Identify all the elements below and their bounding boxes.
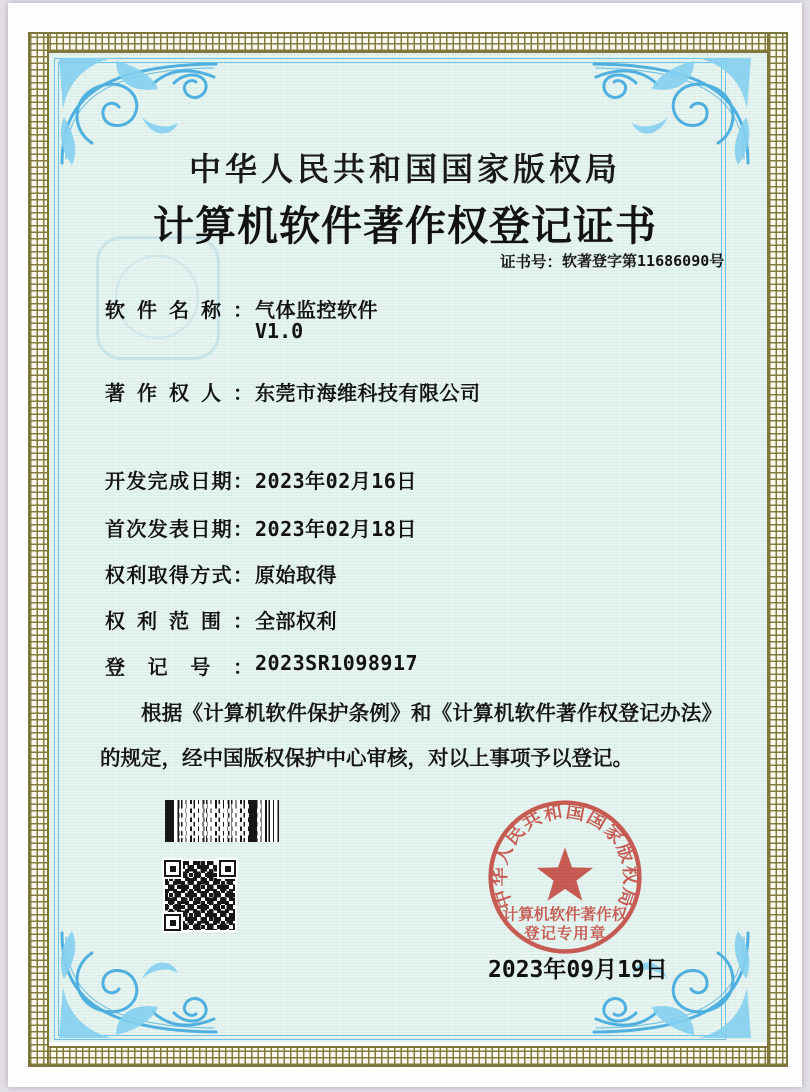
meander-border-top <box>28 32 788 53</box>
certificate-title: 计算机软件著作权登记证书 <box>153 203 657 249</box>
field-rights-acquisition <box>105 559 337 588</box>
authority-name: 中华人民共和国国家版权局 <box>188 151 621 187</box>
field-label: 首次发表日期： <box>105 519 253 541</box>
certificate-paper <box>8 3 802 1087</box>
field-label: 权利取得方式： <box>105 565 253 587</box>
certificate-number-label: 证书号： <box>500 254 563 271</box>
field-copyright-owner <box>105 377 481 406</box>
meander-border-bottom <box>28 1046 788 1067</box>
official-seal <box>485 797 645 957</box>
red-star-icon <box>537 847 593 901</box>
barcode-guard-bar <box>165 800 174 842</box>
seal-dept-line: 计算机软件著作权 <box>502 906 628 924</box>
field-value: 2023年02月18日 <box>255 517 417 541</box>
field-label: 权利范围： <box>105 611 253 633</box>
field-value: 东莞市海维科技有限公司 <box>255 381 481 405</box>
field-value: 2023年02月16日 <box>255 469 417 493</box>
registration-statement: 根据《计算机软件保护条例》和《计算机软件著作权登记办法》的规定，经中国版权保护中心审核，对以上事项予以登记。 <box>100 702 722 770</box>
seal-type-line: 登记专用章 <box>524 925 606 943</box>
certificate-number <box>500 250 725 272</box>
field-dev-complete-date <box>105 465 417 494</box>
issue-date: 2023年09月19日 <box>488 957 668 983</box>
field-value: 气体监控软件 <box>255 298 378 322</box>
field-label: 开发完成日期： <box>105 471 253 493</box>
qr-code-icon <box>163 859 237 932</box>
seal-ring-text: 中华人民共和国国家版权局 <box>488 800 642 912</box>
certificate-number-value: 软著登字第11686090号 <box>562 252 725 270</box>
field-value: 全部权利 <box>255 609 337 633</box>
field-rights-scope <box>105 605 337 634</box>
field-label: 软件名称： <box>105 300 253 322</box>
flourish-corner-icon <box>56 929 221 1041</box>
field-value: 原始取得 <box>255 563 337 587</box>
field-first-publish-date <box>105 513 417 542</box>
field-label: 著作权人： <box>105 383 253 405</box>
barcode-guard-bar <box>249 800 257 842</box>
field-label: 登记号： <box>105 657 253 679</box>
field-value: 2023SR1098917 <box>255 651 419 675</box>
qr-finder-pattern <box>219 860 236 877</box>
field-registration-number <box>105 651 418 680</box>
qr-finder-pattern <box>164 914 181 931</box>
field-software-name <box>105 294 378 323</box>
linear-barcode-icon <box>165 800 279 842</box>
qr-finder-pattern <box>164 860 181 877</box>
field-software-version: V1.0 <box>255 319 304 343</box>
